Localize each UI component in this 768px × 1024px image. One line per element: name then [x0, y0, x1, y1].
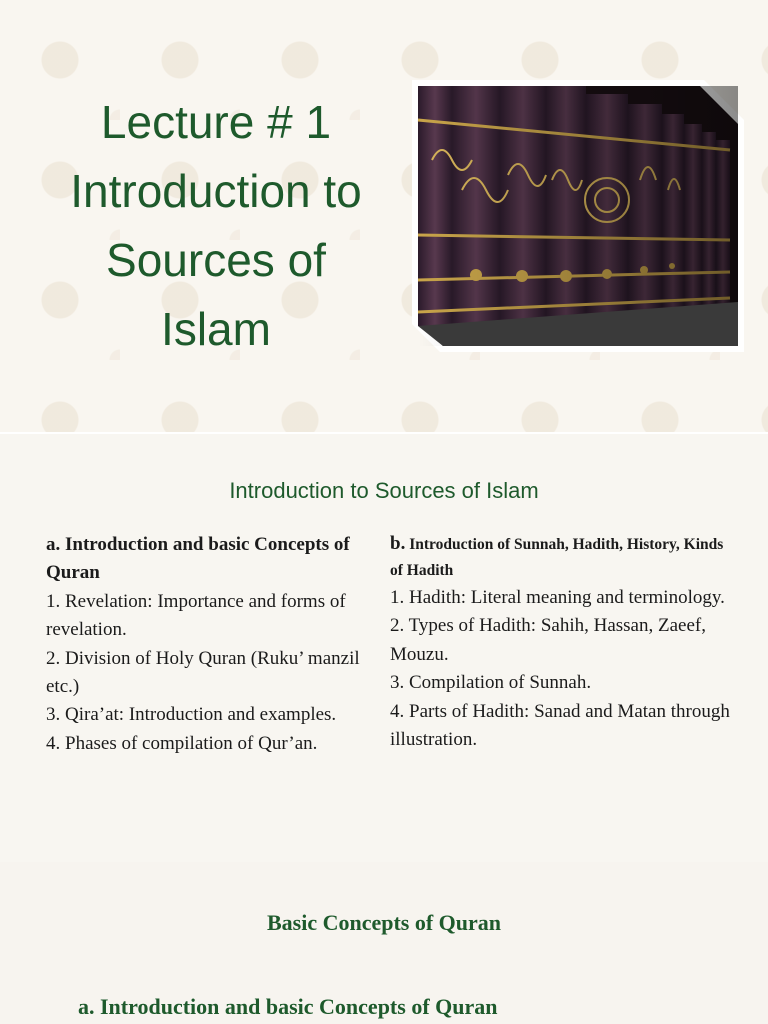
slide-3-subtitle: a. Introduction and basic Concepts of Quran: [78, 994, 498, 1019]
slide-3-title: Basic Concepts of Quran: [266, 910, 502, 935]
title-line-3: Sources of: [106, 234, 326, 286]
column-b-heading-prefix: b.: [390, 533, 406, 554]
list-item: 2. Division of Holy Quran (Ruku’ manzil etc.): [46, 647, 360, 698]
column-b: [390, 531, 730, 754]
title-line-1: Lecture # 1: [100, 96, 332, 148]
column-a-heading: a. Introduction and basic Concepts of Quran: [46, 534, 350, 584]
column-b-heading-text: Introduction of Sunnah, Hadith, History, Kinds of Hadith: [390, 536, 724, 579]
column-b-list: [390, 584, 730, 754]
list-item: 3. Compilation of Sunnah.: [390, 672, 592, 694]
list-item: 3. Qira’at: Introduction and examples.: [46, 704, 337, 726]
list-item: 1. Hadith: Literal meaning and terminology.: [390, 587, 725, 608]
title-line-4: Islam: [161, 303, 271, 355]
column-a-list: [46, 588, 376, 758]
slide-1: [0, 0, 768, 432]
column-b-heading: [390, 531, 730, 584]
lecture-title: [30, 88, 402, 364]
column-a: [46, 531, 376, 758]
list-item: 4. Phases of compilation of Qur’an.: [46, 732, 318, 754]
list-item: 2. Types of Hadith: Sahih, Hassan, Zaeef, Mouzu.: [390, 615, 706, 665]
list-item: 4. Parts of Hadith: Sanad and Matan through illustration.: [390, 700, 730, 751]
islamic-books-photo: [412, 80, 744, 352]
title-line-2: Introduction to: [70, 165, 362, 217]
list-item: 1. Revelation: Importance and forms of revelation.: [46, 590, 346, 641]
slide-2-title: Introduction to Sources of Islam: [229, 478, 539, 503]
